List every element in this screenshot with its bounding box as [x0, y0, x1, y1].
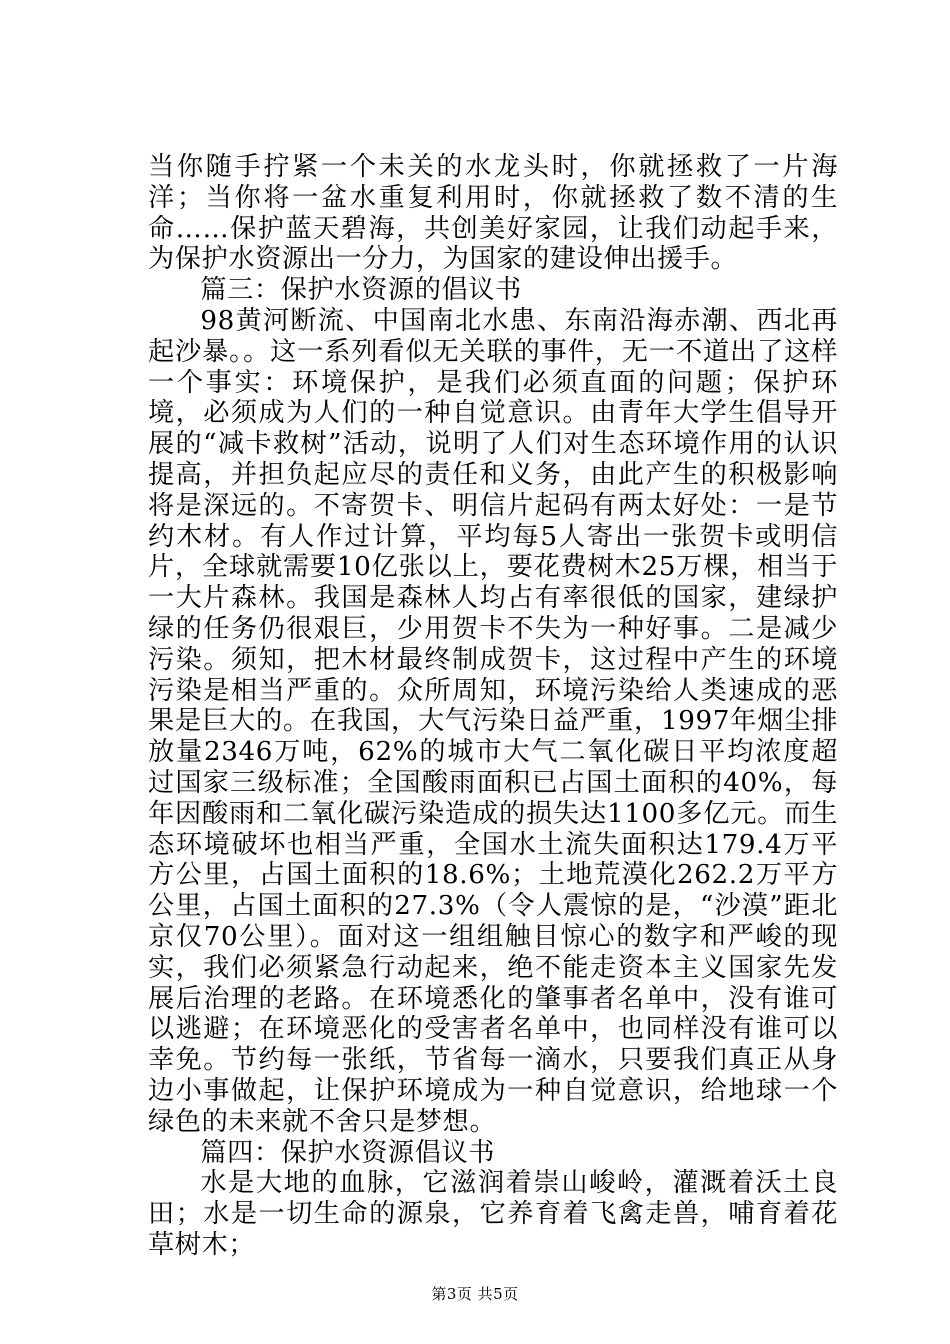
paragraph-1: 当你随手拧紧一个未关的水龙头时，你就拯救了一片海洋；当你将一盆水重复利用时，你就拯救了数不清的生命……保护蓝天碧海，共创美好家园，让我们动起手来，为保护水资源出一分力，为国家的建设伸出援手。: [148, 152, 838, 275]
paragraph-2: 98黄河断流、中国南北水患、东南沿海赤潮、西北再起沙暴。。这一系列看似无关联的事件，无一不道出了这样一个事实：环境保护，是我们必须直面的问题；保护环境，必须成为人们的一种自觉意识。由青年大学生倡导开展的“减卡救树”活动，说明了人们对生态环境作用的认识提高，并担负起应尽的责任和义务，由此产生的积极影响将是深远的。不寄贺卡、明信片起码有两太好处：一是节约木材。有人作过计算，平均每5人寄出一张贺卡或明信片，全球就需要10亿张以上，要花费树木25万棵，相当于一大片森林。我国是森林人均占有率很低的国家，建绿护绿的任务仍很艰巨，少用贺卡不失为一种好事。二是减少污染。须知，把木材最终制成贺卡，这过程中产生的环境污染是相当严重的。众所周知，环境污染给人类速成的恶果是巨大的。在我国，大气污染日益严重，1997年烟尘排放量2346万吨，62%的城市大气二氧化碳日平均浓度超过国家三级标准；全国酸雨面积已占国土面积的40%，每年因酸雨和二氧化碳污染造成的损失达1100多亿元。而生态环境破坏也相当严重，全国水土流失面积达179.4万平方公里，占国土面积的18.6%；土地荒漠化262.2万平方公里，占国土面积的27.3%（令人震惊的是，“沙漠”距北京仅70公里）。面对这一组组触目惊心的数字和严峻的现实，我们必须紧急行动起来，绝不能走资本主义国家先发展后治理的老路。在环境悉化的肇事者名单中，没有谁可以逃避；在环境恶化的受害者名单中，也同样没有谁可以幸免。节约每一张纸，节省每一滴水，只要我们真正从身边小事做起，让保护环境成为一种自觉意识，给地球一个绿色的未来就不舍只是梦想。: [148, 305, 838, 1137]
section-heading-4: 篇四：保护水资源倡议书: [200, 1137, 496, 1168]
paragraph-3: 水是大地的血脉，它滋润着崇山峻岭，灌溉着沃土良田；水是一切生命的源泉，它养育着飞禽走兽，哺育着花草树木；: [148, 1168, 838, 1260]
section-heading-3: 篇三：保护水资源的倡议书: [200, 275, 522, 306]
page-footer: 第3页 共5页: [431, 1285, 519, 1303]
document-body: [148, 152, 838, 1261]
